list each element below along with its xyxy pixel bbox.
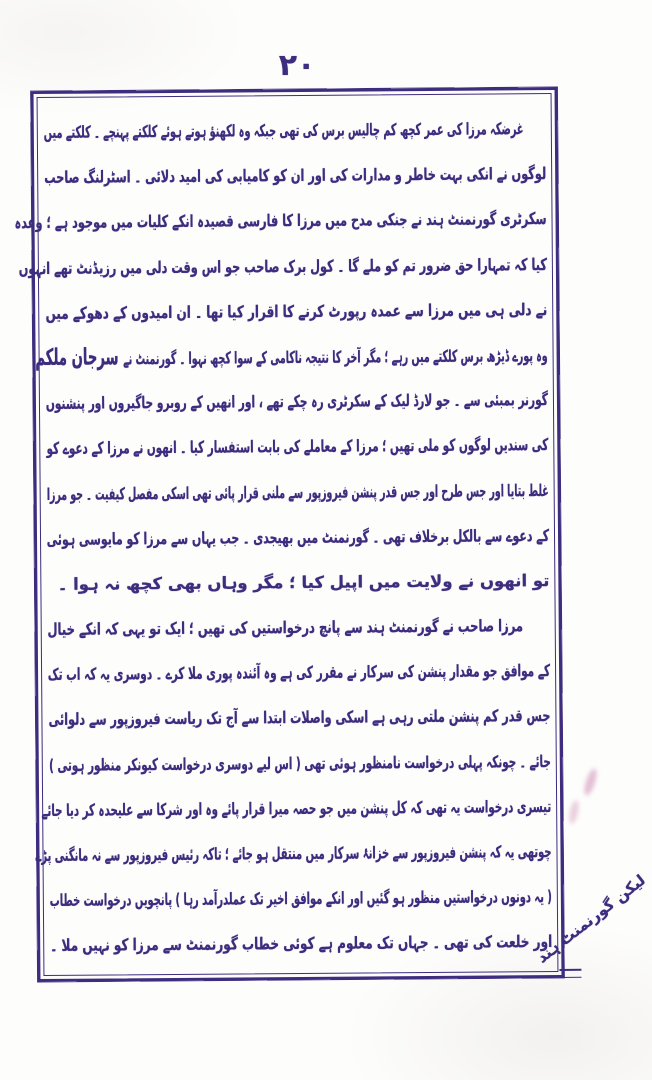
- text-line: [46, 422, 549, 470]
- text-line: [50, 919, 553, 967]
- text-line: [14, 196, 547, 244]
- text-line: [35, 332, 548, 379]
- text-block: [14, 106, 553, 971]
- text-line: [45, 377, 549, 425]
- text-line: [46, 513, 550, 561]
- ink-smudge: [568, 799, 581, 824]
- line-text: اور خلعت کی تھی ۔ جہاں تک معلوم ہے کوئی خطاب گورنمنٹ سے مرزا کو نہیں ملا ۔: [50, 932, 553, 956]
- line-text: کے موافق جو مقدار پنشن کی سرکار نے مقرر کی ہے وہ آئندہ پوری ملا کرے ۔ دوسری یہ کہ اب تک: [47, 661, 551, 685]
- text-line: [35, 829, 552, 877]
- text-line: [41, 784, 552, 832]
- text-line: [47, 603, 550, 651]
- ink-smudge: [582, 767, 599, 796]
- text-line: [48, 693, 551, 741]
- line-text: ( یہ دونوں درخواستیں منظور ہو گئیں اور انکے موافق اخیر تک عملدرآمد رہا ) پانچویں درخواست خطاب: [49, 887, 552, 911]
- line-text: غلط بتایا اور جس طرح اور جس قدر پنشن فیروزپور سے ملنی قرار پائی تھی اسکی مفصل کیفیت ۔ جو مرزا: [46, 480, 549, 504]
- border-overshoot-mark: [559, 969, 581, 978]
- text-line: [45, 287, 548, 335]
- line-text: کی سندیں لوگوں کو ملی تھیں ؛ مرزا کے معاملے کی بابت استفسار کیا ۔ انھوں نے مرزا کے دعوے کو: [46, 435, 549, 459]
- line-text: جائے ۔ چونکہ پہلی درخواست نامنظور ہوئی تھی ( اس لیے دوسری درخواست کیونکر منظور ہوتی ): [49, 751, 551, 775]
- text-line: [43, 106, 546, 154]
- line-text: وہ پورے ڈیڑھ برس کلکتے میں رہے ؛ مگر آخر کا نتیجہ ناکامی کے سوا کچھ نہوا ۔ گورنمنٹ نے: [123, 345, 548, 369]
- text-line: [49, 739, 551, 787]
- line-text: تیسری درخواست یہ تھی کہ کل پنشن میں جو حصہ میرا قرار پائے وہ اور شرکا سے علیحدہ کر دیا جائے: [41, 796, 552, 820]
- text-line: [46, 468, 549, 515]
- text-line: [18, 242, 547, 290]
- text-line: [49, 874, 552, 922]
- text-line: [44, 151, 547, 199]
- line-text: جس قدر کم پنشن ملتی رہی ہے اسکی واصلات ابتدا سے آج تک ریاست فیروزپور سے دلوائی: [48, 706, 551, 730]
- line-text: کے دعوے سے بالکل برخلاف تھی ۔ گورنمنٹ میں بھیجدی ۔ جب یہاں سے مرزا کو مایوسی ہوئی: [46, 525, 550, 549]
- line-emphasis-text: سرجان ملکم: [35, 344, 124, 371]
- text-line: [47, 648, 551, 696]
- line-text: نے دلی ہی میں مرزا سے عمدہ رپورٹ کرنے کا اقرار کیا تھا ۔ ان امیدوں کے دھوکے میں: [45, 299, 548, 323]
- line-text: گورنر بمبئی سے ۔ جو لارڈ لیک کے سکرٹری رہ چکے تھے ، اور انھیں کے روبرو جاگیروں اور پنشنوں: [45, 390, 549, 414]
- page-border-outer: [14, 87, 565, 982]
- line-text: چوتھی یہ کہ پنشن فیروزپور سے خزانۂ سرکار میں منتقل ہو جائے ؛ تاکہ رئیس فیروزپور سے نہ مانگنی پڑے: [35, 842, 552, 866]
- line-text: سکرٹری گورنمنٹ ہند نے جنکی مدح میں مرزا کا فارسی قصیدہ انکے کلیات میں موجود ہے ؛ وعدہ: [14, 209, 547, 233]
- line-text: لوگوں نے انکی بہت خاطر و مدارات کی اور ان کو کامیابی کی امید دلائی ۔ اسٹرلنگ صاحب: [44, 164, 547, 188]
- text-line: [47, 558, 549, 607]
- line-text: غرضکہ مرزا کی عمر کچھ کم چالیس برس کی تھی جبکہ وہ لکھنؤ ہوتے ہوئے کلکتے پہنچے ۔ کلکتے میں: [43, 119, 524, 142]
- page-border-inner: [14, 93, 559, 976]
- line-text: کیا کہ تمہارا حق ضرور تم کو ملے گا ۔ کول برک صاحب جو اس وقت دلی میں رزیڈنٹ تھے انہوں: [18, 254, 547, 278]
- page-number: ۲۰: [278, 48, 316, 83]
- catchword-margin-note: لیکن گورنمنٹ ہند: [533, 870, 649, 967]
- line-text: مرزا صاحب نے گورنمنٹ ہند سے پانچ درخواستیں کی تھیں ؛ ایک تو یہی کہ انکے خیال: [47, 616, 524, 640]
- line-text: تو انھوں نے ولایت میں اپیل کیا ؛ مگر وہاں بھی کچھ نہ ہوا ۔: [57, 570, 550, 594]
